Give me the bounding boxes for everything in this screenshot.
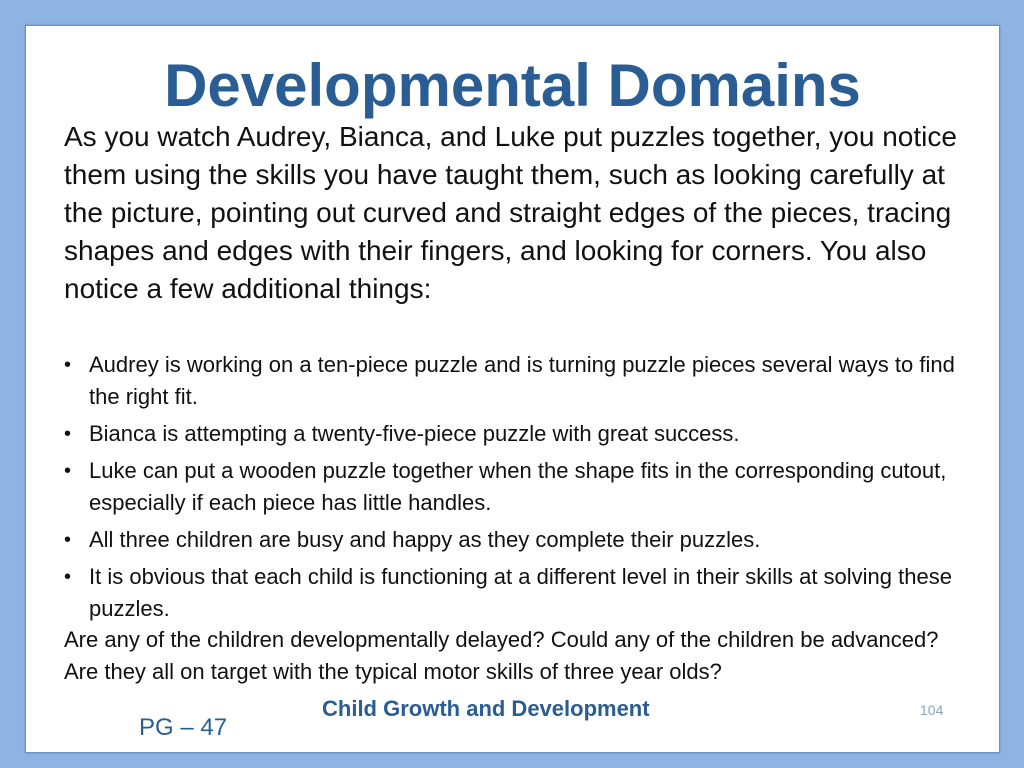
bullet-icon: • xyxy=(64,423,72,445)
slide-page-number: 104 xyxy=(920,702,944,718)
footer-course-title: Child Growth and Development xyxy=(322,696,650,721)
bullet-text: Luke can put a wooden puzzle together when the shape fits in the corresponding cutout, especially if each piece has little handles. xyxy=(89,458,947,515)
bullet-list xyxy=(64,349,974,630)
page-reference: PG – 47 xyxy=(139,714,228,741)
bullet-item-all-children xyxy=(64,524,974,556)
bullet-text: Bianca is attempting a twenty-five-piece puzzle with great success. xyxy=(89,421,740,446)
bullet-text: It is obvious that each child is functioning at a different level in their skills at solving these puzzles. xyxy=(89,564,952,621)
bullet-icon: • xyxy=(64,460,72,482)
bullet-item-luke xyxy=(64,455,974,519)
bullet-item-audrey xyxy=(64,349,974,413)
bullet-icon: • xyxy=(64,566,72,588)
bullet-text: Audrey is working on a ten-piece puzzle and is turning puzzle pieces several ways to find the right fit. xyxy=(89,352,955,409)
bullet-item-different-levels xyxy=(64,561,974,625)
slide-title: Developmental Domains xyxy=(164,52,861,119)
bullet-icon: • xyxy=(64,529,72,551)
bullet-item-bianca xyxy=(64,418,974,450)
bullet-text: All three children are busy and happy as they complete their puzzles. xyxy=(89,527,761,552)
slide-canvas xyxy=(25,25,1000,753)
intro-paragraph: As you watch Audrey, Bianca, and Luke put puzzles together, you notice them using the skills you have taught them, such as looking carefully at the picture, pointing out curved and straight edges of the pieces, tracing shapes and edges with their fingers, and looking for corners. You also notice a few additional things: xyxy=(64,121,957,304)
closing-question: Are any of the children developmentally delayed? Could any of the children be advanced? Are they all on target with the typical motor skills of three year olds? xyxy=(64,627,939,684)
bullet-icon: • xyxy=(64,354,72,376)
